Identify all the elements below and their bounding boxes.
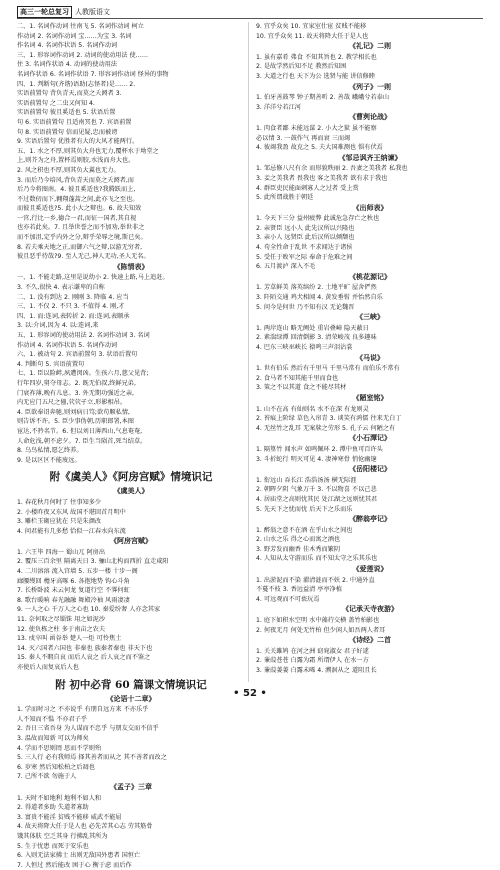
- section-heading: 《礼记》二则: [349, 42, 391, 51]
- text-line: 住 3. 名词作状语 4. 动词的使动用法: [17, 61, 118, 69]
- text-line: 1. 世有伯乐 然后有千里马 千里马常有 而伯乐不常有: [256, 365, 400, 373]
- section-title: 附 初中必背 60 篇课文情境识记: [55, 678, 207, 691]
- column-divider: [248, 22, 249, 682]
- text-line: 二、1. 没有到达 2. 刚刚 3. 降临 4. 应当: [17, 293, 129, 301]
- text-line: 4. 可远观而不可亵玩焉: [256, 595, 320, 603]
- subject-label: 人教版语文: [75, 8, 110, 16]
- text-line: 1. 关关雎鸠 在河之洲 窈窕淑女 君子好逑: [256, 647, 369, 655]
- text-line: 四、1. 判断句(齐谐)语助(志怪者)是…… 2.: [17, 80, 136, 88]
- text-line: 1. 芳草鲜美 落英缤纷 2. 土地平旷 屋舍俨然: [256, 284, 377, 292]
- text-line: 4. 巴东三峡巫峡长 猿鸣三声泪沾裳: [256, 344, 353, 351]
- text-line: 六、1. 被动句 2. 宾语前置句 3. 状语后置句: [17, 351, 138, 359]
- page-number: • 52 •: [233, 688, 267, 699]
- text-line: 2. 亲贤臣 远小人 此先汉所以兴隆也: [256, 224, 355, 232]
- text-line: 一官,行比一乡,德合一君,而征一国者,其自视: [17, 214, 137, 222]
- section-heading: 《阿房宫赋》: [110, 537, 152, 546]
- section-heading: 《岳阳楼记》: [349, 465, 391, 474]
- text-line: 3. 富贵不能淫 贫贱不能移 威武不能屈: [17, 813, 122, 821]
- text-line: 3. 以:介词,因为 4. 以:连词,来: [17, 322, 99, 330]
- text-line: 4. 学而不思则罔 思而不学则殆: [17, 744, 102, 752]
- text-line: 三、1. 形容词作动词 2. 动词的使动用法 使……: [17, 51, 149, 59]
- text-line: 1. 天时不如地利 地利不如人和: [17, 794, 102, 802]
- text-line: 门衰祚薄,晚有儿息。3. 外无期功强近之亲,: [17, 389, 134, 397]
- text-line: 5. 问今是何世 乃不知有汉 无论魏晋: [256, 303, 355, 311]
- text-line: 7. 己所不欲 勿施于人: [17, 773, 77, 781]
- section-heading: 《爱莲说》: [352, 565, 388, 574]
- text-line: 13. 戍卒叫 函谷举 楚人一炬 可怜焦土: [17, 635, 122, 643]
- text-line: 3. 不久,很快 4. 表示谦卑的自称: [17, 284, 105, 292]
- text-line: 而彼且奚适也?5. 此小大之辩也。6. 故夫知效: [17, 205, 142, 213]
- series-badge: 高三一轮总复习: [17, 6, 72, 18]
- text-line: 2. 小楼昨夜又东风 故国不堪回首月明中: [17, 508, 126, 516]
- running-header: [17, 6, 110, 18]
- text-line: 内无应门五尺之僮,茕茕孑立,形影相吊。: [17, 399, 127, 407]
- text-line: 2. 素湍绿潭 回清倒影 3. 清荣峻茂 良多趣味: [256, 334, 377, 342]
- text-line: 3. 斗折蛇行 明灭可见 4. 凄神寒骨 悄怆幽邃: [256, 455, 377, 463]
- section-heading: 《诗经》二首: [349, 636, 391, 645]
- section-heading: 《孟子》三章: [110, 782, 152, 791]
- text-line: 9. 实语后置句 优胜者有大的大风才能两行。: [17, 138, 139, 146]
- text-line: 人不知而不愠 不亦君子乎: [17, 715, 88, 723]
- text-line: 句 8. 实语前置句 信而见疑,忠而被谤: [17, 128, 118, 136]
- text-line: 12. 使负栋之柱 多于南亩之农夫: [17, 625, 106, 633]
- text-line: 不蔓不枝 3. 香远益清 亭亭净植: [256, 586, 343, 594]
- section-heading: 《邹忌讽齐王纳谏》: [338, 153, 402, 162]
- text-line: 4. 判断句 5. 宾语前置句: [17, 360, 85, 368]
- text-line: 4. 群臣吏民能面刺寡人之过者 受上赏: [256, 184, 359, 192]
- text-line: 4. 苟全性命于乱世 不求闻达于诸侯: [256, 244, 353, 252]
- text-line: 不过数仞而下,翱翔蓬蒿之间,此亦飞之至也。: [17, 195, 139, 203]
- text-line: 作动词 4. 名词作状语 5. 名词作动词: [17, 341, 118, 349]
- section-heading: 《虞美人》: [113, 487, 149, 496]
- text-line: 1. 庭下如积水空明 水中藻荇交横 盖竹柏影也: [256, 617, 380, 625]
- text-line: 3. 大道之行也 天下为公 选贤与能 讲信修睦: [256, 72, 375, 80]
- text-line: 5. 先天下之忧而忧 后天下之乐而乐: [256, 505, 353, 513]
- text-line: 1. 伯牙善鼓琴 钟子期善听 2. 善哉 峨峨兮若泰山: [256, 94, 390, 102]
- text-line: 实语前置句 彼且奚适也 5. 状语后置: [17, 109, 116, 117]
- text-line: 15. 秦人不暇自哀 而后人哀之 后人哀之而不鉴之: [17, 654, 151, 662]
- text-line: 4. 人知从太守游而乐 而不知太守之乐其乐也: [256, 555, 378, 563]
- text-line: 后乃今将图南。4. 彼且奚适也?我腾跃而上,: [17, 186, 136, 194]
- text-line: 1. 出淤泥而不染 濯清涟而不妖 2. 中通外直: [256, 576, 375, 584]
- text-line: 1. 两岸连山 略无阙处 重岩叠嶂 隐天蔽日: [256, 324, 369, 332]
- section-heading: 《陈情表》: [113, 262, 149, 271]
- text-line: 1. 六王毕 四海一 蜀山兀 阿房出: [17, 548, 106, 556]
- text-line: 8. 若夫乘天地之正,而御六气之辩,以游无穷者,: [17, 243, 143, 251]
- text-line: 而不加沮,定乎内外之分,辩乎荣辱之境,斯已矣。: [17, 234, 147, 242]
- text-line: 2. 山水之乐 得之心而寓之酒也: [256, 536, 341, 544]
- text-line: 9. 一人之心 千万人之心也 10. 秦爱纷奢 人亦念其家: [17, 606, 161, 614]
- right-column: [256, 22, 484, 682]
- section-heading: 《曹刿论战》: [349, 113, 391, 122]
- text-line: 必以情 3. 一鼓作气 再而衰 三而竭: [256, 134, 351, 142]
- text-line: 2. 朝晖夕阴 气象万千 3. 不以物喜 不以己悲: [256, 486, 377, 494]
- text-line: 4. 无丝竹之乱耳 无案牍之劳形 5. 孔子云 何陋之有: [256, 424, 396, 432]
- text-line: 5. 三人行 必有我师焉 择其善者而从之 其不善者而改之: [17, 754, 167, 762]
- text-line: 5. 受任于败军之际 奉命于危难之间: [256, 253, 353, 261]
- text-line: 2. 苔痕上阶绿 草色入帘青 3. 谈笑有鸿儒 往来无白丁: [256, 415, 402, 423]
- text-line: 一、1. 不能走路,这里是说幼小 2. 快速上路,马上追赶。: [17, 274, 169, 282]
- text-line: 2. 何夜无月 何处无竹柏 但少闲人如吾两人者耳: [256, 626, 386, 634]
- text-line: 9. 是以区区不能废远。: [17, 456, 81, 464]
- text-line: 句 6. 实语前置句 且适南冥也 7. 宾语前置: [17, 118, 132, 126]
- section-heading: 《桃花源记》: [349, 272, 391, 281]
- text-line: 4. 问君能有几多愁 恰似一江春水向东流: [17, 527, 126, 535]
- text-line: 3. 而后乃今培风,背负青天而莫之夭阏者,而: [17, 176, 134, 184]
- text-line: 5. 生于忧患 而死于安乐也: [17, 842, 89, 850]
- section-title: 附《虞美人》《阿房宫赋》情境识记: [49, 471, 213, 484]
- text-line: 1. 邹忌修八尺有余 而形貌昳丽 2. 吾妻之美我者 私我也: [256, 165, 408, 173]
- section-heading: 《陋室铭》: [352, 393, 388, 402]
- section-heading: 《小石潭记》: [349, 434, 391, 443]
- text-line: 2. 覆压三百余里 隔离天日 3. 骊山北构而西折 直走咸阳: [17, 558, 169, 566]
- text-line: 3. 温故而知新 可以为师矣: [17, 734, 89, 742]
- text-line: 2. 风之积也不厚,则其负大翼也无力。: [17, 166, 120, 174]
- text-line: 3. 雕栏玉砌应犹在 只是朱颜改: [17, 518, 102, 526]
- section-heading: 《列子》一则: [349, 82, 391, 91]
- text-line: 7. 人恒过 然后能改 困于心 衡于虑 而后作: [17, 861, 132, 869]
- text-line: 3. 野芳发而幽香 佳木秀而繁阴: [256, 545, 341, 553]
- text-line: 饿其体肤 空乏其身 行拂乱其所为: [17, 832, 108, 840]
- text-line: 四、1. 而:连词,表转折 2. 而:连词,表顺承: [17, 312, 130, 320]
- section-heading: 《马说》: [356, 353, 384, 362]
- text-line: 五、1. 水之不厚,则其负大舟也无力,覆杯水于坳堂之: [17, 147, 159, 155]
- text-line: 9. 宜乎众矣 10. 宜家室仕宦 贫贱不能移: [256, 23, 367, 30]
- section-heading: 《论语十二章》: [106, 694, 156, 703]
- text-line: 1. 隔篁竹 闻水声 如鸣佩环 2. 潭中鱼可百许头: [256, 445, 383, 453]
- text-line: 人命危浅,朝不虑夕。7. 臣生当陨首,死当结草。: [17, 437, 147, 445]
- text-line: 6. 五月渡泸 深入不毛: [256, 263, 316, 271]
- section-heading: 《醉翁亭记》: [349, 515, 391, 524]
- text-line: 5. 此所谓战胜于朝廷: [256, 194, 314, 202]
- text-line: 上,则芥为之舟,置杯焉则胶,水浅而舟大也。: [17, 157, 135, 165]
- text-line: 1. 肉食者鄙 未能远谋 2. 小大之狱 虽不能察: [256, 124, 377, 132]
- text-line: 1. 衔远山 吞长江 浩浩汤汤 横无际涯: [256, 476, 357, 484]
- text-line: 3. 阡陌交通 鸡犬相闻 4. 黄发垂髫 并怡然自乐: [256, 294, 383, 302]
- text-line: 3. 策之不以其道 食之不能尽其材: [256, 384, 347, 392]
- left-column: [17, 22, 245, 869]
- text-line: 4. 二川溶溶 流入宫墙 5. 五步一楼 十步一阁: [17, 568, 138, 576]
- text-line: 则告诉不许。5. 臣少事伪朝,历职郎署,本图: [17, 418, 134, 426]
- text-line: 4. 臣欲奉诏奔驰,则刘病日笃;欲苟顺私情,: [17, 408, 130, 416]
- text-line: 2. 蒹葭苍苍 白露为霜 所谓伊人 在水一方: [256, 657, 369, 665]
- text-line: 6. 岁寒 然后知松柏之后凋也: [17, 763, 95, 771]
- text-line: 也亦若此矣。7. 且举世誉之而不加劝,举世非之: [17, 224, 145, 232]
- text-line: 1. 今天下三分 益州疲弊 此诚危急存亡之秋也: [256, 215, 380, 223]
- text-line: 三、1. 不仅 2. 不只 3. 不值得 4. 刚,才: [17, 303, 125, 311]
- text-line: 五、1. 形容词的使动用法 2. 名词作动词 3. 名词: [17, 332, 150, 339]
- text-line: 3. 妾之美我者 畏我也 客之美我者 欲有求于我也: [256, 174, 388, 182]
- text-line: 10. 宜乎众矣 11. 故天将降大任于是人也: [256, 32, 369, 40]
- text-line: 6. 入则无法家拂士 出则无敌国外患者 国恒亡: [17, 852, 141, 860]
- text-line: 彼且恶乎待哉?9. 至人无己,神人无功,圣人无名。: [17, 253, 150, 261]
- text-line: 实语前置句 背负青天,而莫之夭阏者 3.: [17, 90, 122, 98]
- text-line: 1. 醉翁之意不在酒 在乎山水之间也: [256, 526, 353, 534]
- text-line: 8. 乌鸟私情,愿乞终养。: [17, 447, 83, 455]
- text-line: 3. 蒹葭萋萋 白露未晞 4. 溯洄从之 道阻且长: [256, 667, 377, 674]
- section-heading: 《三峡》: [356, 313, 384, 322]
- text-line: 2. 食马者不知其能千里而食也: [256, 374, 339, 382]
- text-line: 廊腰缦回 檐牙高啄 6. 各抱地势 钩心斗角: [17, 577, 130, 585]
- text-line: 4. 居庙堂之高则忧其民 处江湖之远则忧其君: [256, 495, 378, 503]
- text-line: 3. 亲小人 远贤臣 此后汉所以倾颓也: [256, 234, 355, 242]
- text-line: 宦达,不矜名节。6. 但以刘日薄西山,气息奄奄,: [17, 427, 143, 435]
- text-line: 14. 灭六国者六国也 非秦也 族秦者秦也 非天下也: [17, 644, 153, 652]
- text-line: 行年四岁,舅夺母志。2. 既无伯叔,终鲜兄弟,: [17, 379, 136, 387]
- text-line: 作动词 2. 名词作动词 宝……为宝 3. 名词: [17, 32, 132, 40]
- text-line: 1. 虽有嘉肴 弗食 不知其旨也 2. 教学相长也: [256, 53, 377, 61]
- text-line: 2. 得道者多助 失道者寡助: [17, 804, 89, 812]
- text-line: 1. 学而时习之 不亦说乎 有朋自远方来 不亦乐乎: [17, 706, 149, 714]
- text-line: 11. 奈何取之尽锱铢 用之如泥沙: [17, 616, 106, 624]
- text-line: 作名词 4. 名词作状语 5. 名词作动词: [17, 42, 118, 50]
- text-line: 名词作状语 6. 名词作状语 7. 形容词作动词 怪异的事物: [17, 70, 169, 78]
- text-line: 七、1. 臣以险衅,夙遭闵凶。生孩六月,慈父见背;: [17, 370, 149, 378]
- header-rule: [17, 18, 483, 19]
- text-line: 4. 故天将降大任于是人也 必先苦其心志 劳其筋骨: [17, 823, 153, 831]
- section-heading: 《出师表》: [352, 203, 388, 212]
- text-line: 二、1. 名词作动词 往南飞 5. 名词作动词 柯立: [17, 23, 144, 30]
- text-line: 4. 彼竭我盈 故克之 5. 夫大国难测也 惧有伏焉: [256, 144, 383, 152]
- text-line: 7. 长桥卧波 未云何龙 复道行空 不霁何虹: [17, 587, 130, 595]
- text-line: 实语前置句 之二虫又何知 4.: [17, 99, 95, 107]
- text-line: 1. 春花秋月何时了 往事知多少: [17, 498, 102, 506]
- text-line: 亦使后人而复哀后人也: [17, 664, 79, 671]
- text-line: 1. 山不在高 有仙则名 水不在深 有龙则灵: [256, 405, 369, 413]
- text-line: 2. 是故学然后知不足 教然后知困: [256, 63, 347, 71]
- section-heading: 《记承天寺夜游》: [342, 605, 398, 614]
- text-line: 3. 洋洋兮若江河: [256, 103, 301, 111]
- text-line: 2. 吾日三省吾身 为人谋而不忠乎 与朋友交而不信乎: [17, 725, 159, 733]
- text-line: 8. 歌台暖响 春光融融 舞殿冷袖 风雨凄凄: [17, 596, 130, 604]
